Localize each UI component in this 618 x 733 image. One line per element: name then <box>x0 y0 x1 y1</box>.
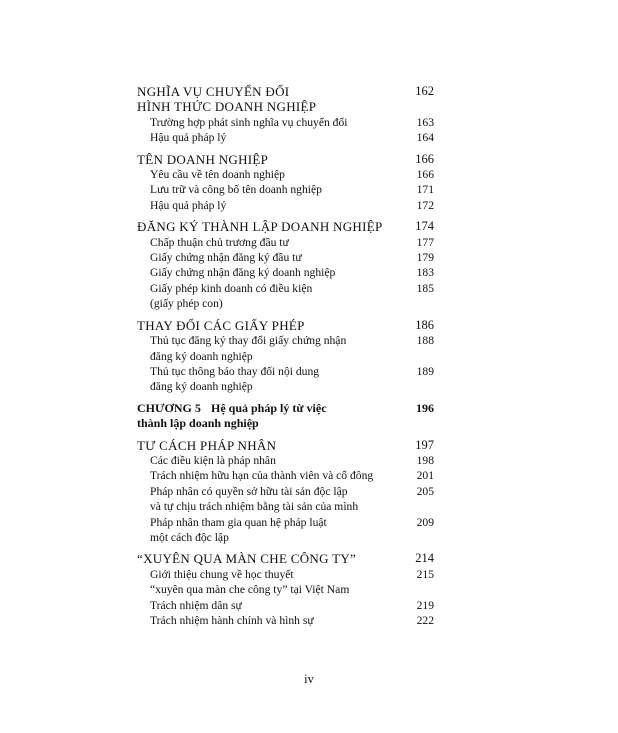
toc-heading <box>137 318 434 333</box>
toc-item-page: 201 <box>416 469 434 483</box>
chapter-page: 196 <box>416 400 434 415</box>
toc-item-page: 164 <box>416 131 434 145</box>
chapter-title: Hệ quả pháp lý từ việc <box>211 400 327 415</box>
toc-item-page: 209 <box>416 515 434 529</box>
toc-section <box>137 219 434 311</box>
toc-item-title: Giấy chứng nhận đăng ký đầu tư <box>150 251 302 265</box>
toc-item-continuation <box>137 582 434 597</box>
toc-item-continuation <box>137 530 434 545</box>
toc-heading-title: TƯ CÁCH PHÁP NHÂN <box>137 437 277 453</box>
toc-item-page: 166 <box>416 168 434 182</box>
toc-heading-page: 197 <box>415 437 434 452</box>
toc-item-page: 172 <box>416 198 434 212</box>
toc-item-page: 219 <box>416 598 434 612</box>
toc-item <box>137 115 434 130</box>
toc-item <box>137 364 434 379</box>
toc-item <box>137 235 434 250</box>
toc-item-title: Các điều kiện là pháp nhân <box>150 453 276 467</box>
toc-heading-continuation <box>137 99 434 114</box>
toc-item-page: 188 <box>416 334 434 348</box>
toc-item-title: đăng ký doanh nghiệp <box>150 380 253 394</box>
toc-item-title: Thủ tục đăng ký thay đổi giấy chứng nhận <box>150 334 347 348</box>
toc-item-title: Giới thiệu chung về học thuyết <box>150 567 294 581</box>
toc-item-title: Hậu quả pháp lý <box>150 198 227 212</box>
toc-item-title: đăng ký doanh nghiệp <box>150 349 253 363</box>
chapter-label: CHƯƠNG 5 <box>137 400 201 415</box>
toc-item <box>137 484 434 499</box>
toc-item-title: (giấy phép con) <box>150 297 223 311</box>
toc-item-title: Trường hợp phát sinh nghĩa vụ chuyển đổi <box>150 115 348 129</box>
toc-heading-title: “XUYÊN QUA MÀN CHE CÔNG TY” <box>137 551 357 567</box>
toc-item-title: Giấy chứng nhận đăng ký doanh nghiệp <box>150 266 336 280</box>
toc-heading <box>137 84 434 99</box>
toc-section <box>137 152 434 214</box>
toc-item-title: Yêu cầu về tên doanh nghiệp <box>150 168 285 182</box>
toc-item-title: Trách nhiệm hành chính và hình sự <box>150 614 314 627</box>
toc-item <box>137 515 434 530</box>
toc-section <box>137 318 434 395</box>
toc-item-continuation <box>137 349 434 364</box>
toc-heading-title: HÌNH THỨC DOANH NGHIỆP <box>137 99 317 115</box>
toc-heading-title: THAY ĐỔI CÁC GIẤY PHÉP <box>137 317 305 333</box>
toc-heading <box>137 152 434 167</box>
toc-item <box>137 598 434 613</box>
toc-heading <box>137 219 434 234</box>
toc-item-title: một cách độc lập <box>150 530 229 544</box>
toc-item-title: Chấp thuận chủ trương đầu tư <box>150 235 289 249</box>
toc-item-title: và tự chịu trách nhiệm bằng tài sản của mình <box>150 500 359 514</box>
toc-item-continuation <box>137 296 434 311</box>
toc-item <box>137 182 434 197</box>
toc-item-page: 222 <box>416 614 434 627</box>
toc-item-title: Trách nhiệm dân sự <box>150 598 242 612</box>
toc-heading-page: 166 <box>415 151 434 166</box>
toc-item <box>137 167 434 182</box>
toc-item <box>137 453 434 468</box>
toc-heading-page: 186 <box>415 317 434 332</box>
toc-section <box>137 551 434 628</box>
toc-item <box>137 567 434 582</box>
toc-item <box>137 130 434 145</box>
toc-heading-page: 174 <box>415 219 434 234</box>
toc-item <box>137 281 434 296</box>
toc-heading-page: 162 <box>415 84 434 98</box>
toc-item-page: 189 <box>416 364 434 378</box>
toc-item-title: Trách nhiệm hữu hạn của thành viên và cổ đông <box>150 469 374 483</box>
toc-item <box>137 613 434 628</box>
toc-section <box>137 84 434 146</box>
chapter-title: thành lập doanh nghiệp <box>137 416 259 431</box>
toc-item-continuation <box>137 499 434 514</box>
toc-item-page: 215 <box>416 567 434 581</box>
toc-item-title: Pháp nhân có quyền sở hữu tài sản độc lập <box>150 484 348 498</box>
toc-item-page: 179 <box>416 251 434 265</box>
toc-item <box>137 468 434 483</box>
toc-item-page: 183 <box>416 266 434 280</box>
toc-item-title: Giấy phép kinh doanh có điều kiện <box>150 281 313 295</box>
toc-item-title: “xuyên qua màn che công ty” tại Việt Nam <box>150 583 350 597</box>
toc-item-title: Thủ tục thông báo thay đổi nội dung <box>150 364 320 378</box>
toc-item-title: Lưu trữ và công bố tên doanh nghiệp <box>150 183 322 197</box>
toc-heading <box>137 438 434 453</box>
toc-item-page: 198 <box>416 453 434 467</box>
toc-item <box>137 333 434 348</box>
toc-item-page: 177 <box>416 235 434 249</box>
toc-heading-title: ĐĂNG KÝ THÀNH LẬP DOANH NGHIỆP <box>137 219 383 235</box>
toc-item-page: 163 <box>416 115 434 129</box>
toc-heading-title: TÊN DOANH NGHIỆP <box>137 151 269 167</box>
toc-item-title: Hậu quả pháp lý <box>150 131 227 145</box>
toc-item-page: 171 <box>416 183 434 197</box>
toc-heading-title: NGHĨA VỤ CHUYỂN ĐỔI <box>137 84 290 99</box>
toc-chapter-continuation <box>137 416 434 431</box>
toc-chapter <box>137 401 434 432</box>
toc-item <box>137 265 434 280</box>
toc-item-title: Pháp nhân tham gia quan hệ pháp luật <box>150 515 327 529</box>
toc-section <box>137 438 434 546</box>
toc-item-page: 205 <box>416 484 434 498</box>
toc-heading-page: 214 <box>415 551 434 566</box>
toc-item <box>137 198 434 213</box>
table-of-contents <box>137 84 434 634</box>
page-number: iv <box>304 672 314 686</box>
toc-item <box>137 250 434 265</box>
toc-item-page: 185 <box>416 281 434 295</box>
toc-chapter-row <box>137 401 434 416</box>
toc-heading <box>137 551 434 566</box>
toc-item-continuation <box>137 379 434 394</box>
